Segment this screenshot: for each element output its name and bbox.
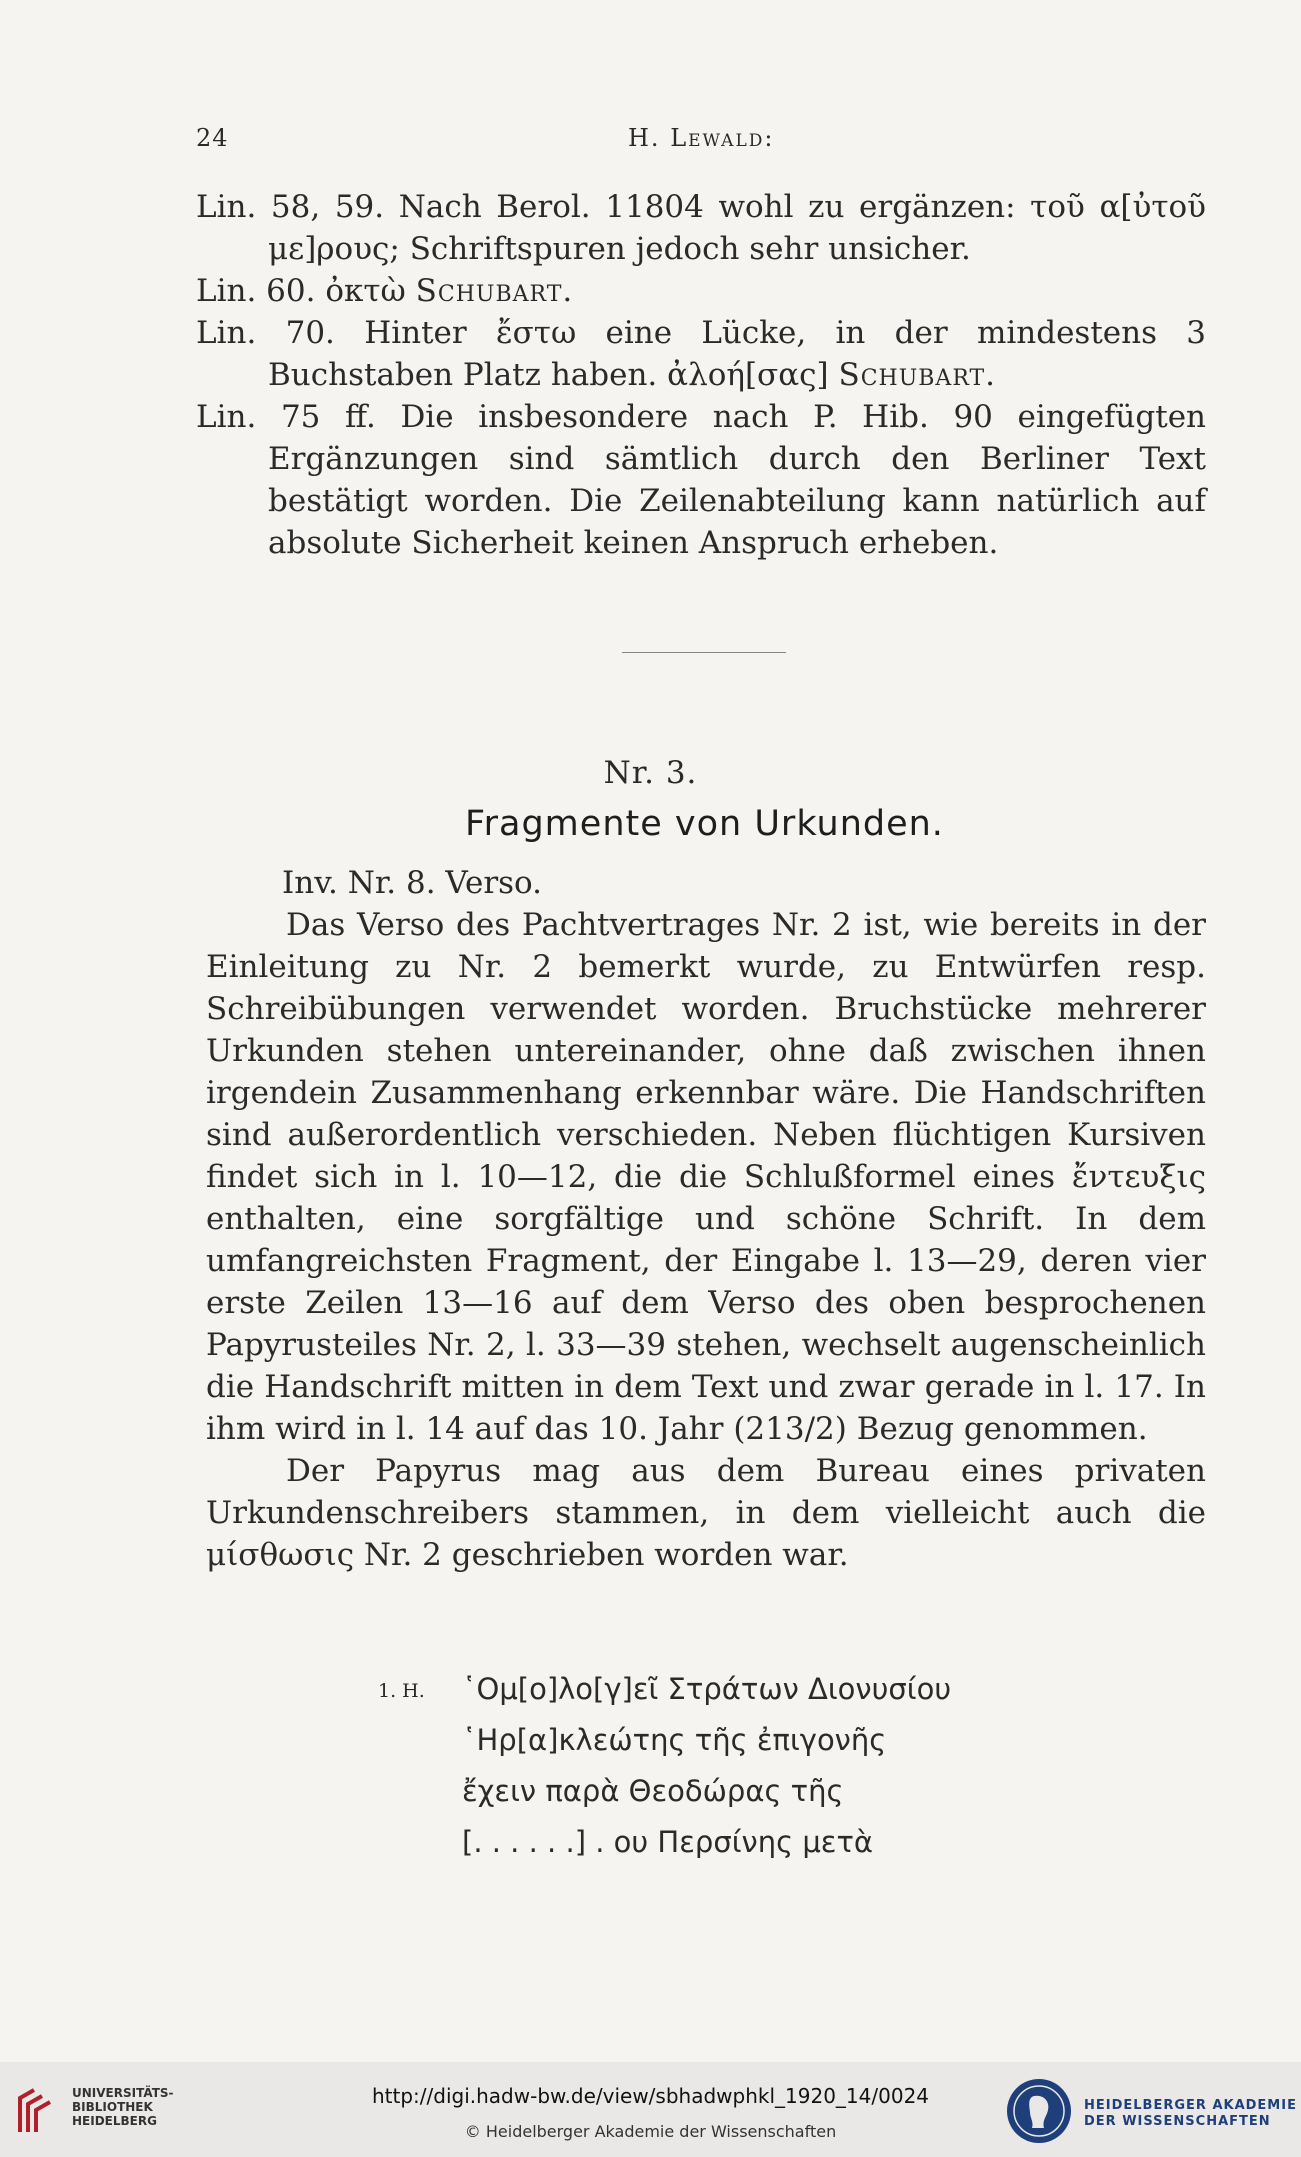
greek-line — [378, 1715, 951, 1766]
greek-line — [378, 1817, 951, 1868]
section-title — [0, 804, 1301, 844]
org-line: HEIDELBERGER AKADEMIE — [1084, 2098, 1297, 2113]
note-ref: Lin. 60. — [196, 273, 316, 309]
page-number: 24 — [196, 124, 229, 152]
academy-seal-icon[interactable] — [1004, 2076, 1074, 2146]
org-line: BIBLIOTHEK — [72, 2100, 153, 2114]
greek-line — [378, 1664, 951, 1715]
note-lin-75 — [196, 396, 1206, 564]
note-ref: Lin. 70. — [196, 315, 335, 351]
viewer-footer — [0, 2062, 1301, 2157]
note-text: Hinter ἔστω eine Lücke, in der mindestens 3 Buchstaben Platz haben. ἀλοή[σας] — [268, 315, 1206, 393]
body-paragraph: Der Papyrus mag aus dem Bureau eines privaten Urkundenschreibers stammen, in dem vielleicht auch die μίσθωσις Nr. 2 geschrieben worden war. — [206, 1453, 1206, 1573]
copyright-notice: © Heidelberger Akademie der Wissenschaften — [464, 2122, 837, 2141]
note-lin-60 — [196, 270, 1206, 312]
permalink[interactable]: http://digi.hadw-bw.de/view/sbhadwphkl_1920_14/0024 — [371, 2084, 930, 2108]
inventory-line: Inv. Nr. 8. Verso. — [282, 865, 543, 901]
greek-line-text: ῾Ομ[ο]λο[γ]εῖ Στράτων Διονυσίου — [462, 1672, 952, 1706]
greek-line-text: [. . . . . .] . ου Περσίνης μετὰ — [462, 1825, 874, 1859]
greek-line-label: 1. H. — [378, 1680, 425, 1702]
note-text: Nach Berol. 11804 wohl zu ergänzen: τοῦ α[ὐτοῦ με]ρους; Schriftspuren jedoch sehr unsicher. — [268, 189, 1206, 267]
note-lin-70 — [196, 312, 1206, 396]
note-text: Die insbesondere nach P. Hib. 90 eingefügten Ergänzungen sind sämtlich durch den Berliner Text bestätigt worden. Die Zeilenabteilung kann natürlich auf absolute Sicherheit keinen Anspruch erheben. — [268, 399, 1207, 561]
section-number: Nr. 3. — [603, 755, 698, 791]
greek-line — [378, 1766, 951, 1817]
note-author: Schubart. — [838, 357, 997, 393]
greek-text-block — [378, 1664, 951, 1868]
org-line: DER WISSENSCHAFTEN — [1084, 2114, 1271, 2129]
body-paragraph: Das Verso des Pachtvertrages Nr. 2 ist, wie bereits in der Einleitung zu Nr. 2 bemerkt wurde, zu Entwürfen resp. Schreibübungen verwendet worden. Bruchstücke mehrerer Urkunden stehen untereinander, ohne daß zwischen ihnen irgendein Zusammenhang erkennbar wäre. Die Handschriften sind außerordentlich verschieden. Neben flüchtigen Kursiven findet sich in l. 10—12, die die Schlußformel eines ἔντευξις enthalten, eine sorgfältige und schöne Schrift. In dem umfangreichsten Fragment, der Eingabe l. 13—29, deren vier erste Zeilen 13—16 auf dem Verso des oben besprochenen Papyrusteiles Nr. 2, l. 33—39 stehen, wechselt augenscheinlich die Handschrift mitten in dem Text und zwar gerade in l. 17. In ihm wird in l. 14 auf das 10. Jahr (213/2) Bezug genommen. — [206, 907, 1206, 1447]
greek-line-text: ἔχειν παρὰ Θεοδώρας τῆς — [462, 1774, 844, 1808]
academy-name — [1084, 2098, 1297, 2130]
note-lin-58-59 — [196, 186, 1206, 270]
section-body — [206, 862, 1206, 1576]
note-ref: Lin. 75 ff. — [196, 399, 376, 435]
section-divider — [622, 652, 786, 653]
note-author: Schubart. — [415, 273, 574, 309]
line-notes — [196, 186, 1206, 564]
running-title: H. Lewald: — [628, 124, 775, 152]
org-line: HEIDELBERG — [72, 2114, 157, 2128]
org-line: UNIVERSITÄTS- — [72, 2086, 174, 2100]
section-title-text: Fragmente von Urkunden. — [465, 804, 944, 844]
greek-line-text: ῾Ηρ[α]κλεώτης τῆς ἐπιγονῆς — [462, 1723, 887, 1757]
note-text: ὀκτὼ — [325, 273, 406, 309]
note-ref: Lin. 58, 59. — [196, 189, 385, 225]
